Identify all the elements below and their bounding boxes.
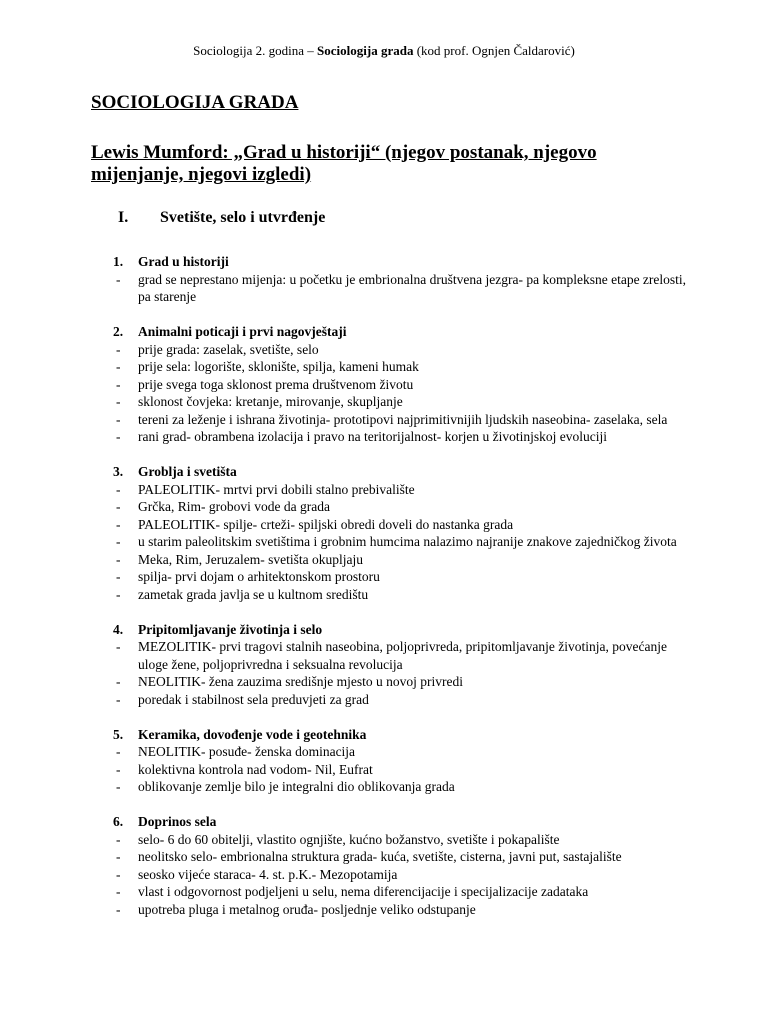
list-item	[91, 341, 691, 359]
bullet-dash: -	[116, 691, 121, 707]
list-item-text: selo- 6 do 60 obitelji, vlastito ognjište, kućno božanstvo, svetište i pokapalište	[138, 831, 560, 847]
section-heading	[91, 463, 691, 481]
list-item-text: oblikovanje zemlje bilo je integralni dio oblikovanja grada	[138, 779, 455, 794]
section-heading	[91, 323, 691, 341]
bullet-dash: -	[116, 551, 121, 567]
bullet-dash: -	[116, 534, 121, 549]
section-heading	[91, 253, 691, 271]
list-item	[91, 691, 691, 709]
bullet-dash: -	[116, 411, 121, 427]
list-item	[91, 901, 691, 919]
list-item	[91, 743, 691, 761]
section-title: Keramika, dovođenje vode i geotehnika	[138, 726, 367, 742]
list-item	[91, 831, 691, 849]
list-item	[91, 358, 691, 376]
header-course: Sociologija grada	[317, 43, 414, 58]
running-header	[0, 42, 768, 60]
bullet-dash: -	[116, 744, 121, 759]
section-heading	[91, 726, 691, 744]
section-number: 5.	[113, 726, 124, 742]
bullet-dash: -	[116, 359, 121, 374]
section-heading	[91, 621, 691, 639]
bullet-dash: -	[116, 849, 121, 864]
section	[91, 463, 691, 603]
list-item	[91, 778, 691, 796]
bullet-dash: -	[116, 831, 121, 847]
list-item-text: prije svega toga sklonost prema društvenom životu	[138, 376, 414, 392]
bullet-dash: -	[116, 674, 121, 689]
list-item	[91, 551, 691, 569]
bullet-dash: -	[116, 901, 121, 917]
section-number: 3.	[113, 464, 124, 479]
list-item-text: prije sela: logorište, sklonište, spilja, kameni humak	[138, 359, 419, 374]
bullet-dash: -	[116, 499, 121, 514]
list-item	[91, 376, 691, 394]
list-item	[91, 498, 691, 516]
chapter-numeral: I.	[118, 209, 129, 226]
bullet-dash: -	[116, 586, 121, 602]
list-item-text: vlast i odgovornost podjeljeni u selu, nema diferencijacije i specijalizacije zadataka	[138, 884, 589, 899]
list-item-text: PALEOLITIK- mrtvi prvi dobili stalno prebivalište	[138, 481, 415, 497]
list-item	[91, 568, 691, 586]
list-item-text: seosko vijeće staraca- 4. st. p.K.- Mezopotamija	[138, 866, 398, 882]
list-item	[91, 393, 691, 411]
list-item-text: u starim paleolitskim svetištima i grobnim humcima nalazimo najranije znakove zajedničkog života	[138, 534, 677, 549]
bullet-dash: -	[116, 516, 121, 532]
document-subtitle: Lewis Mumford: „Grad u historiji“ (njegov postanak, njegovo mijenjanje, njegovi izgledi)	[91, 142, 597, 185]
list-item	[91, 428, 691, 446]
list-item-text: poredak i stabilnost sela preduvjeti za grad	[138, 691, 369, 707]
bullet-dash: -	[116, 376, 121, 392]
section	[91, 726, 691, 796]
list-item	[91, 761, 691, 779]
bullet-dash: -	[116, 639, 121, 654]
section-title: Groblja i svetišta	[138, 464, 237, 479]
bullet-dash: -	[116, 394, 121, 409]
list-item-text: grad se neprestano mijenja: u početku je embrionalna društvena jezgra- pa kompleksne etape zrelosti, pa starenje	[138, 271, 687, 304]
list-item-text: prije grada: zaselak, svetište, selo	[138, 341, 319, 357]
list-item	[91, 673, 691, 691]
bullet-dash: -	[116, 884, 121, 899]
section-title: Doprinos sela	[138, 814, 217, 829]
bullet-dash: -	[116, 341, 121, 357]
section-number: 4.	[113, 621, 124, 637]
list-item-text: kolektivna kontrola nad vodom- Nil, Eufrat	[138, 761, 373, 777]
list-item	[91, 883, 691, 901]
header-prefix: Sociologija 2. godina –	[193, 43, 318, 58]
header-suffix: (kod prof. Ognjen Čaldarović)	[413, 43, 575, 58]
list-item-text: Grčka, Rim- grobovi vode da grada	[138, 499, 330, 514]
list-item-text: sklonost čovjeka: kretanje, mirovanje, skupljanje	[138, 394, 403, 409]
bullet-dash: -	[116, 779, 121, 794]
list-item-text: tereni za leženje i ishrana životinja- prototipovi najprimitivnijih ljudskih naseobina- zaselaka, sela	[138, 411, 668, 427]
section-heading	[91, 813, 691, 831]
list-item-text: MEZOLITIK- prvi tragovi stalnih naseobina, poljoprivreda, pripitomljavanje životinja, povećanje uloge žene, poljoprivredna i seksualna revolucija	[138, 639, 667, 672]
sections-list	[91, 253, 691, 936]
section-title: Animalni poticaji i prvi nagovještaji	[138, 324, 347, 339]
list-item-text: spilja- prvi dojam o arhitektonskom prostoru	[138, 569, 380, 584]
section-number: 1.	[113, 254, 124, 269]
list-item-text: rani grad- obrambena izolacija i pravo na teritorijalnost- korjen u životinjskoj evoluciji	[138, 429, 607, 444]
list-item-text: NEOLITIK- žena zauzima središnje mjesto u novoj privredi	[138, 674, 464, 689]
document-title: SOCIOLOGIJA GRADA	[91, 92, 299, 113]
list-item	[91, 411, 691, 429]
list-item-text: PALEOLITIK- spilje- crteži- spiljski obredi doveli do nastanka grada	[138, 516, 514, 532]
bullet-dash: -	[116, 761, 121, 777]
section	[91, 621, 691, 709]
chapter-heading	[118, 208, 325, 228]
list-item	[91, 271, 691, 306]
list-item-text: upotreba pluga i metalnog oruđa- posljednje veliko odstupanje	[138, 901, 476, 917]
bullet-dash: -	[116, 271, 121, 287]
chapter-title: Svetište, selo i utvrđenje	[160, 209, 326, 226]
list-item	[91, 586, 691, 604]
section	[91, 253, 691, 306]
bullet-dash: -	[116, 429, 121, 444]
list-item	[91, 533, 691, 551]
list-item	[91, 848, 691, 866]
section-title: Pripitomljavanje životinja i selo	[138, 621, 323, 637]
list-item-text: neolitsko selo- embrionalna struktura grada- kuća, svetište, cisterna, javni put, sastajalište	[138, 849, 622, 864]
section-number: 2.	[113, 324, 124, 339]
list-item-text: NEOLITIK- posuđe- ženska dominacija	[138, 744, 356, 759]
list-item	[91, 638, 691, 673]
list-item-text: zametak grada javlja se u kultnom središtu	[138, 586, 369, 602]
list-item	[91, 516, 691, 534]
list-item-text: Meka, Rim, Jeruzalem- svetišta okupljaju	[138, 551, 363, 567]
list-item	[91, 481, 691, 499]
list-item	[91, 866, 691, 884]
bullet-dash: -	[116, 866, 121, 882]
section	[91, 813, 691, 918]
section	[91, 323, 691, 446]
bullet-dash: -	[116, 481, 121, 497]
section-number: 6.	[113, 814, 124, 829]
bullet-dash: -	[116, 569, 121, 584]
section-title: Grad u historiji	[138, 254, 229, 269]
